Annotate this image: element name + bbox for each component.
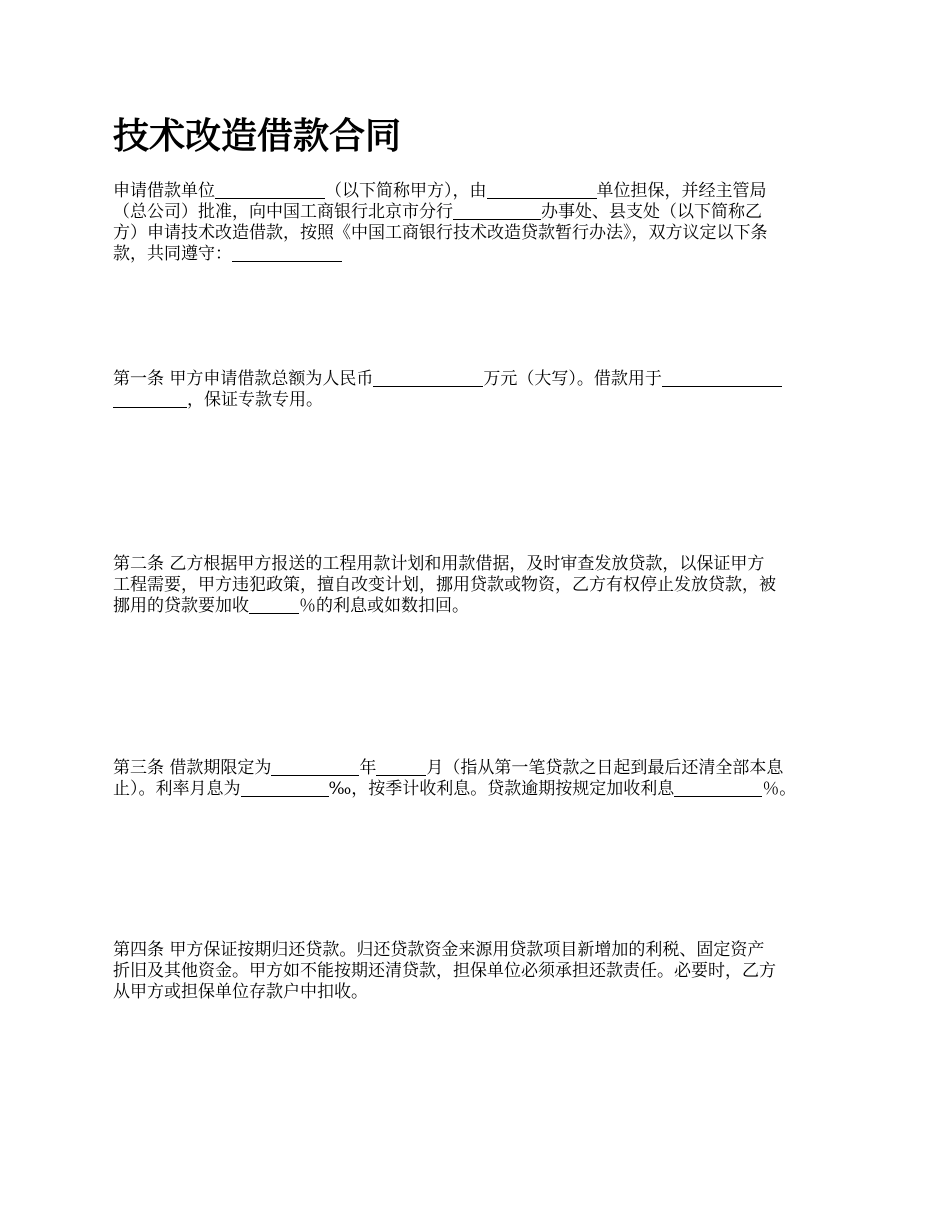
loan-purpose-blank-cont [113, 391, 187, 408]
loan-purpose-blank [662, 370, 782, 387]
intro-line-4 [113, 244, 840, 265]
article-4-line-3: 从甲方或担保单位存款户中扣收。 [113, 982, 368, 1002]
penalty-rate-blank [249, 597, 299, 614]
applicant-unit-blank [215, 182, 325, 199]
article-1-line-2 [113, 390, 840, 411]
article-text: 第三条 借款期限定为 [113, 758, 272, 778]
article-text: ％。 [762, 779, 797, 799]
intro-text: 申请借款单位 [113, 181, 215, 201]
page-title: 技术改造借款合同 [113, 115, 402, 157]
intro-text: 款，共同遵守： [113, 244, 232, 264]
article-text: ％的利息或如数扣回。 [299, 596, 469, 616]
branch-office-blank [453, 203, 541, 220]
term-months-blank [376, 759, 426, 776]
article-1-line-1 [113, 369, 840, 390]
article-2-line-1: 第二条 乙方根据甲方报送的工程用款计划和用款借据，及时审查发放贷款，以保证甲方 [113, 554, 765, 574]
intro-text: （总公司）批准，向中国工商银行北京市分行 [113, 202, 453, 222]
article-2-line-2: 工程需要，甲方违犯政策，擅自改变计划，挪用贷款或物资，乙方有权停止发放贷款，被 [113, 575, 776, 595]
article-2 [113, 554, 840, 617]
article-text: ，保证专款专用。 [187, 390, 323, 410]
article-text: 挪用的贷款要加收 [113, 596, 249, 616]
intro-line-1 [113, 181, 840, 202]
article-4-line-1: 第四条 甲方保证按期归还贷款。归还贷款资金来源用贷款项目新增加的利税、固定资产 [113, 940, 765, 960]
article-2-line-3 [113, 596, 840, 617]
intro-text: 办事处、县支处（以下简称乙 [541, 202, 762, 222]
intro-line-2 [113, 202, 840, 223]
intro-text: 单位担保，并经主管局 [596, 181, 767, 201]
article-4-line-2: 折旧及其他资金。甲方如不能按期还清贷款，担保单位必须承担还款责任。必要时，乙方 [113, 961, 776, 981]
article-text: 万元（大写）。借款用于 [483, 369, 662, 389]
monthly-rate-blank [241, 780, 329, 797]
article-4 [113, 940, 840, 1003]
article-3 [113, 758, 840, 800]
intro-paragraph [113, 181, 840, 265]
intro-text: （以下简称甲方），由 [325, 181, 487, 201]
article-3-line-1 [113, 758, 840, 779]
guarantor-unit-blank [487, 182, 597, 199]
loan-amount-blank [373, 370, 483, 387]
article-1 [113, 369, 840, 411]
article-text: 止）。利率月息为 [113, 779, 241, 799]
intro-line-3: 方）申请技术改造借款，按照《中国工商银行技术改造贷款暂行办法》，双方议定以下条 [113, 223, 768, 243]
intro-end-blank [232, 245, 342, 262]
article-text: 月（指从第一笔贷款之日起到最后还清全部本息 [426, 758, 784, 778]
article-text: 第一条 甲方申请借款总额为人民币 [113, 369, 374, 389]
overdue-rate-blank [674, 780, 762, 797]
article-text: 年 [359, 758, 377, 778]
article-3-line-2 [113, 779, 840, 800]
term-years-blank [271, 759, 359, 776]
article-text: ‰，按季计收利息。贷款逾期按规定加收利息 [328, 779, 675, 799]
